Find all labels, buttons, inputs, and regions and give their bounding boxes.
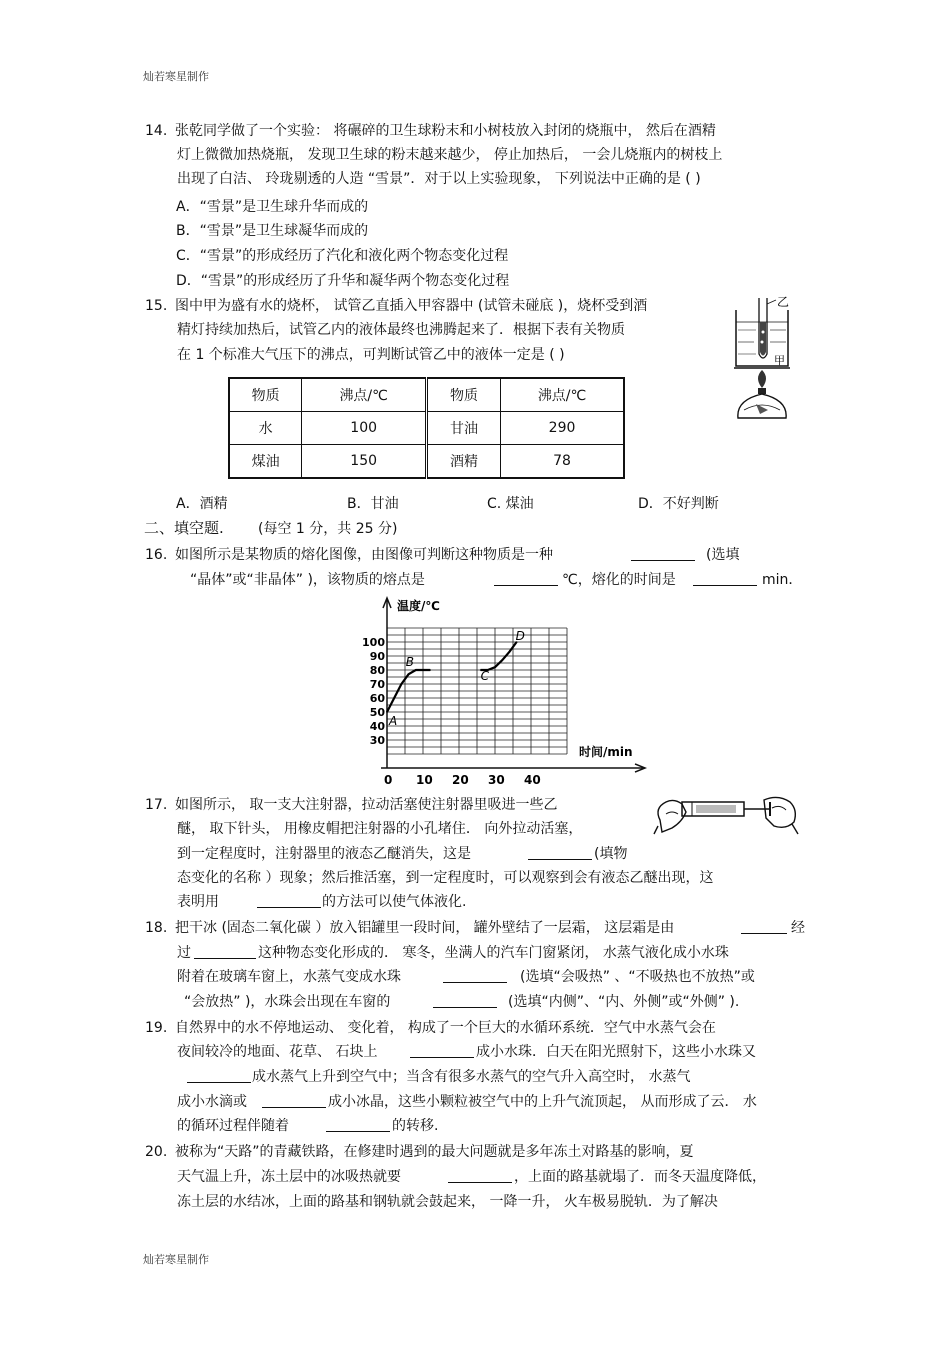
- q16-number: 16.: [145, 547, 168, 563]
- x-tick-label: 40: [524, 773, 541, 787]
- q17-line4: 态变化的名称 ）现象；然后推活塞，到一定程度时，可以观察到会有液态乙醚出现，这: [177, 870, 714, 886]
- section2-note: (每空 1 分，共 25 分): [258, 521, 398, 537]
- chart-ticks: [362, 636, 541, 787]
- table-header-row: [229, 378, 624, 412]
- y-tick-label: 80: [369, 664, 385, 677]
- q17-line2: 醚， 取下针头， 用橡皮帽把注射器的小孔堵住． 向外拉动活塞，: [177, 821, 583, 837]
- q19-line2b: 成小水珠．白天在阳光照射下，这些小水珠又: [476, 1044, 756, 1060]
- q15-line3: 在 1 个标准大气压下的沸点，可判断试管乙中的液体一定是 ( ): [177, 347, 565, 363]
- q17-line1: 如图所示， 取一支大注射器，拉动活塞使注射器里吸进一些乙: [175, 797, 558, 813]
- q18-line1b: 经: [791, 920, 805, 936]
- x-tick-label: 30: [488, 773, 505, 787]
- q16-line2b: ℃，熔化的时间是: [562, 572, 676, 588]
- table-cell: 水: [229, 412, 302, 445]
- q15-option-c: C. 煤油: [487, 496, 534, 512]
- y-tick-label: 100: [362, 636, 385, 649]
- point-label-B: B: [405, 655, 415, 669]
- q19-line1: 自然界中的水不停地运动、 变化着， 构成了一个巨大的水循环系统．空气中水蒸气会在: [175, 1020, 716, 1036]
- data-point: [393, 697, 395, 699]
- chart-annotations: [388, 629, 525, 728]
- q17-blank-1[interactable]: [528, 845, 592, 860]
- x-tick-label: 20: [452, 773, 469, 787]
- q18-line1a: 把干冰 (固态二氧化碳 ）放入铝罐里一段时间， 罐外壁结了一层霜， 这层霜是由: [175, 920, 675, 936]
- data-point: [509, 651, 511, 653]
- q18-blank-3[interactable]: [443, 968, 507, 983]
- q18-number: 18.: [145, 920, 168, 936]
- table-cell: 290: [501, 412, 624, 445]
- syringe-figure: [652, 790, 802, 840]
- q19-line4a: 成小水滴或: [177, 1094, 247, 1110]
- q16-line1a: 如图所示是某物质的熔化图像，由图像可判断这种物质是一种: [175, 547, 553, 563]
- y-tick-label: 90: [369, 650, 385, 663]
- q14-line3: 出现了白洁、 玲珑剔透的人造 “雪景”．对于以上实验现象， 下列说法中正确的是 ( ): [177, 171, 701, 187]
- q17-line5b: 的方法可以使气体液化.: [322, 894, 467, 910]
- q20-line1: 被称为“天路”的青藏铁路，在修建时遇到的最大问题就是多年冻土对路基的影响，夏: [175, 1144, 694, 1160]
- page-header: 灿若寒星制作: [143, 70, 209, 83]
- q18-line4b: (选填“内侧”、“内、外侧”或“外侧” ).: [508, 994, 740, 1010]
- q16-line1b: (选填: [706, 547, 740, 563]
- q18-line3b: (选填“会吸热” 、“不吸热也不放热”或: [520, 969, 755, 985]
- q15-line1: 图中甲为盛有水的烧杯， 试管乙直插入甲容器中 (试管未碰底 )，烧杯受到酒: [175, 298, 648, 314]
- table-header: 物质: [426, 378, 500, 412]
- data-point: [401, 683, 403, 685]
- data-point: [494, 666, 496, 668]
- q16-blank-3[interactable]: [693, 571, 757, 586]
- table-header: 物质: [229, 378, 302, 412]
- q14-line2: 灯上微微加热烧瓶， 发现卫生球的粉末越来越少， 停止加热后， 一会儿烧瓶内的树枝上: [177, 147, 723, 163]
- q20-line3: 冻土层的水结冰，上面的路基和钢轨就会鼓起来， 一降一升， 火车极易脱轨．为了解决: [177, 1194, 718, 1210]
- table-header: 沸点/℃: [302, 378, 427, 412]
- y-tick-label: 70: [369, 678, 385, 691]
- q19-number: 19.: [145, 1020, 168, 1036]
- data-point: [408, 673, 410, 675]
- q20-line2b: ，上面的路基就塌了．而冬天温度降低，: [514, 1169, 766, 1185]
- q14-option-a: A．“雪景”是卫生球升华而成的: [176, 199, 369, 215]
- q18-blank-1[interactable]: [741, 919, 787, 934]
- point-label-C: C: [480, 669, 489, 683]
- q17-blank-2[interactable]: [257, 893, 321, 908]
- q15-option-b: B．甘油: [347, 496, 399, 512]
- q19-line5a: 的循环过程伴随着: [177, 1118, 289, 1134]
- q18-line4a: “会放热” )，水珠会出现在车窗的: [184, 994, 391, 1010]
- q14-number: 14.: [145, 123, 168, 139]
- q15-option-d: D．不好判断: [638, 496, 719, 512]
- q17-line5a: 表明用: [177, 894, 219, 910]
- q18-line2b: 这种物态变化形成的． 寒冬，坐满人的汽车门窗紧闭， 水蒸气液化成小水珠: [258, 945, 729, 961]
- q15-line2: 精灯持续加热后，试管乙内的液体最终也沸腾起来了．根据下表有关物质: [177, 322, 625, 338]
- x-tick-label: 0: [384, 773, 393, 787]
- q15-number: 15.: [145, 298, 168, 314]
- q20-line2a: 天气温上升，冻土层中的冰吸热就要: [177, 1169, 401, 1185]
- table-cell: 煤油: [229, 445, 302, 479]
- table-cell: 甘油: [426, 412, 500, 445]
- chart-y-label: 温度/℃: [397, 599, 440, 613]
- q16-line2c: min．: [762, 572, 803, 588]
- y-tick-label: 50: [369, 706, 385, 719]
- q19-line5b: 的转移.: [392, 1118, 439, 1134]
- q19-line2a: 夜间较冷的地面、花草、 石块上: [177, 1044, 378, 1060]
- beaker-lamp-figure: [726, 292, 806, 422]
- q19-blank-2[interactable]: [187, 1068, 251, 1083]
- q17-line3a: 到一定程度时，注射器里的液态乙醚消失，这是: [177, 846, 471, 862]
- chart-x-label: 时间/min: [579, 745, 633, 759]
- q20-number: 20.: [145, 1144, 168, 1160]
- q19-blank-1[interactable]: [410, 1043, 474, 1058]
- y-tick-label: 30: [369, 734, 385, 747]
- data-point: [415, 669, 417, 671]
- chart-grid: [387, 628, 567, 754]
- table-cell: 150: [302, 445, 427, 479]
- data-point: [386, 711, 388, 713]
- table-row: [229, 412, 624, 445]
- table-row: [229, 445, 624, 479]
- q17-number: 17.: [145, 797, 168, 813]
- section2-title: 二、填空题.: [144, 519, 224, 537]
- q18-blank-4[interactable]: [433, 993, 497, 1008]
- q18-line3a: 附着在玻璃车窗上，水蒸气变成水珠: [177, 969, 401, 985]
- q14-line1: 张乾同学做了一个实验： 将碾碎的卫生球粉末和小树枝放入封闭的烧瓶中， 然后在酒精: [175, 123, 716, 139]
- data-point: [501, 659, 503, 661]
- point-label-A: A: [389, 714, 398, 728]
- label-jia: 甲: [774, 354, 785, 367]
- q15-option-a: A．酒精: [176, 496, 228, 512]
- q19-blank-4[interactable]: [326, 1117, 390, 1132]
- y-tick-label: 40: [369, 720, 385, 733]
- page-footer: 灿若寒星制作: [143, 1253, 209, 1266]
- label-yi: 乙: [777, 295, 790, 309]
- data-point: [429, 669, 431, 671]
- q16-blank-2[interactable]: [494, 571, 558, 586]
- q14-option-b: B．“雪景”是卫生球凝华而成的: [176, 223, 369, 239]
- q16-line2a: “晶体”或“非晶体” )，该物质的熔点是: [190, 572, 425, 588]
- table-cell: 78: [501, 445, 624, 479]
- q18-line2a: 过: [177, 945, 191, 961]
- q20-blank-1[interactable]: [448, 1168, 512, 1183]
- q17-line3b: (填物: [594, 846, 628, 862]
- table-cell: 酒精: [426, 445, 500, 479]
- point-label-D: D: [515, 629, 525, 643]
- boiling-point-table: [228, 377, 625, 479]
- q19-blank-3[interactable]: [262, 1093, 326, 1108]
- table-header: 沸点/℃: [501, 378, 624, 412]
- q18-blank-2[interactable]: [194, 944, 256, 959]
- y-tick-label: 60: [369, 692, 385, 705]
- x-tick-label: 10: [416, 773, 433, 787]
- table-cell: 100: [302, 412, 427, 445]
- q14-option-c: C．“雪景”的形成经历了汽化和液化两个物态变化过程: [176, 248, 509, 264]
- melting-chart: [355, 592, 655, 792]
- q19-line3: 成水蒸气上升到空气中；当含有很多水蒸气的空气升入高空时， 水蒸气: [252, 1069, 691, 1085]
- q19-line4b: 成小冰晶，这些小颗粒被空气中的上升气流顶起， 从而形成了云． 水: [328, 1094, 757, 1110]
- q14-option-d: D．“雪景”的形成经历了升华和凝华两个物态变化过程: [176, 273, 510, 289]
- q16-blank-1[interactable]: [631, 546, 695, 561]
